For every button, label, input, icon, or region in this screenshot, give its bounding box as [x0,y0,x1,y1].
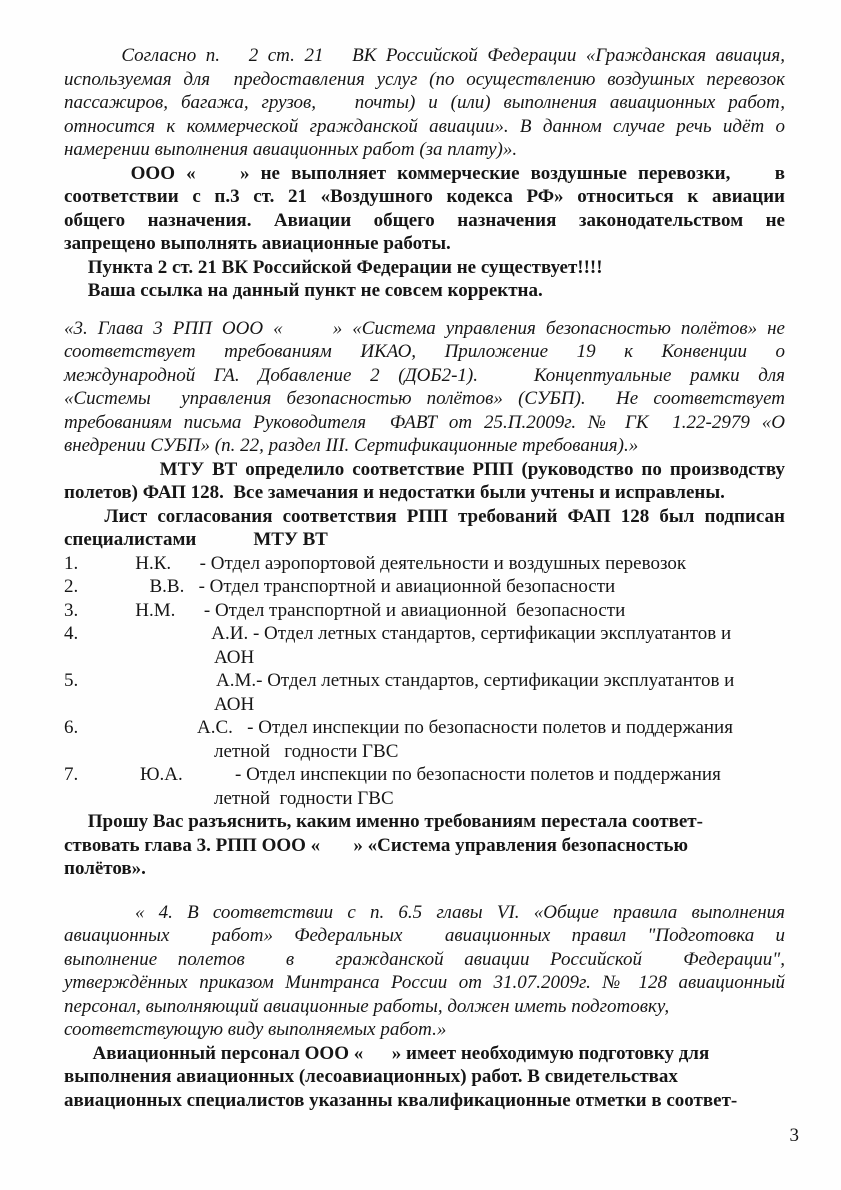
text-line: выполнение полетов в гражданской авиации Российской Федерации", [64,948,785,970]
text-line: запрещено выполнять авиационные работы. [64,233,451,254]
text-line: летной годности ГВС [214,740,399,762]
paragraph-ooo-response [64,162,785,256]
text-line: пассажиров, багажа, грузов, почты) и (или) выполнения авиационных работ, [64,92,785,113]
text-line: общего назначения. Авиации общего назначения законодательством не [64,209,785,231]
text-line: Ваша ссылка на данный пункт не совсем корректна. [64,280,543,301]
text-line: намерении выполнения авиационных работ (за плату)». [64,139,518,160]
text-line: Авиационный персонал ООО « » имеет необходимую подготовку для [64,1042,710,1064]
signers-list [64,552,785,811]
text-line: полетов) ФАП 128. Все замечания и недостатки были учтены и исправлены. [64,482,725,503]
text-line: АОН [214,693,255,715]
text-line: Согласно п. 2 ст. 21 ВК Российской Федерации «Гражданская авиация, [64,45,785,66]
page-number: 3 [789,1125,799,1146]
text-line: ООО « » не выполняет коммерческие воздушные перевозки, в [64,162,785,184]
text-line: Пункта 2 ст. 21 ВК Российской Федерации не существует!!!! [64,256,603,278]
text-line: Лист согласования соответствия РПП требований ФАП 128 был подписан [64,505,785,527]
text-line: 2. В.В. - Отдел транспортной и авиационной безопасности [64,576,616,597]
text-line: международной ГА. Добавление 2 (ДОБ2-1). Концептуальные рамки для [64,364,785,386]
text-line: 4. А.И. - Отдел летных стандартов, сертификации эксплуатантов и [64,623,732,644]
paragraph-claim3-quote [64,317,785,458]
text-line: выполнения авиационных (лесоавиационных) работ. В свидетельствах [64,1066,678,1087]
paragraph-request [64,810,785,881]
text-line: « 4. В соответствии с п. 6.5 главы VI. «Общие правила выполнения [64,901,785,923]
text-line: МТУ ВТ определило соответствие РПП (руководство по производству [64,458,785,480]
text-line: 1. Н.К. - Отдел аэропортовой деятельности и воздушных перевозок [64,552,687,574]
text-line: летной годности ГВС [214,787,394,809]
text-line: ствовать глава 3. РПП ООО « » «Система управления безопасностью [64,834,688,856]
paragraph-mtu-response [64,458,785,505]
text-line: авиационных специалистов указанны квалификационные отметки в соответ- [64,1089,738,1111]
paragraph-claim4-quote [64,901,785,1042]
text-line: полётов». [64,858,146,879]
text-line: 5. А.М.- Отдел летных стандартов, сертификации эксплуатантов и [64,670,735,691]
text-line: соответствует требованиям ИКАО, Приложение 19 к Конвенции о [64,341,785,362]
text-line: утверждённых приказом Минтранса России от 31.07.2009г. № 128 авиационный [64,972,785,993]
text-line: авиационных работ» Федеральных авиационных правил "Подготовка и [64,925,785,946]
text-line: 6. А.С. - Отдел инспекции по безопасности полетов и поддержания [64,717,733,738]
text-line: персонал, выполняющий авиационные работы, должен иметь подготовку, [64,995,670,1017]
text-line: требованиям письма Руководителя ФАВТ от 25.П.2009г. № ГК 1.22-2979 «О [64,411,785,433]
text-line: Прошу Вас разъяснить, каким именно требованиям перестала соответ- [64,811,703,832]
paragraph-final-response [64,1042,785,1113]
text-line: соответствии с п.3 ст. 21 «Воздушного кодекса РФ» относиться к авиации [64,186,785,207]
text-line: «Системы управления безопасностью полётов» (СУБП). Не соответствует [64,388,785,409]
paragraph-punkt-remark [64,256,785,303]
text-line: специалистами МТУ ВТ [64,529,328,550]
text-line: внедрении СУБП» (п. 22, раздел III. Сертификационные требования).» [64,435,639,456]
text-line: используемая для предоставления услуг (по осуществлению воздушных перевозок [64,68,785,90]
paragraph-list-intro [64,505,785,552]
text-line: АОН [214,646,255,668]
text-line: 7. Ю.А. - Отдел инспекции по безопасности полетов и поддержания [64,764,721,785]
text-line: 3. Н.М. - Отдел транспортной и авиационной безопасности [64,599,626,621]
text-line: соответствующую виду выполняемых работ.» [64,1019,447,1040]
text-line: относится к коммерческой гражданской авиации». В данном случае речь идёт о [64,115,785,137]
text-line: «3. Глава 3 РПП ООО « » «Система управления безопасностью полётов» не [64,317,785,339]
paragraph-vk-citation [64,44,785,162]
